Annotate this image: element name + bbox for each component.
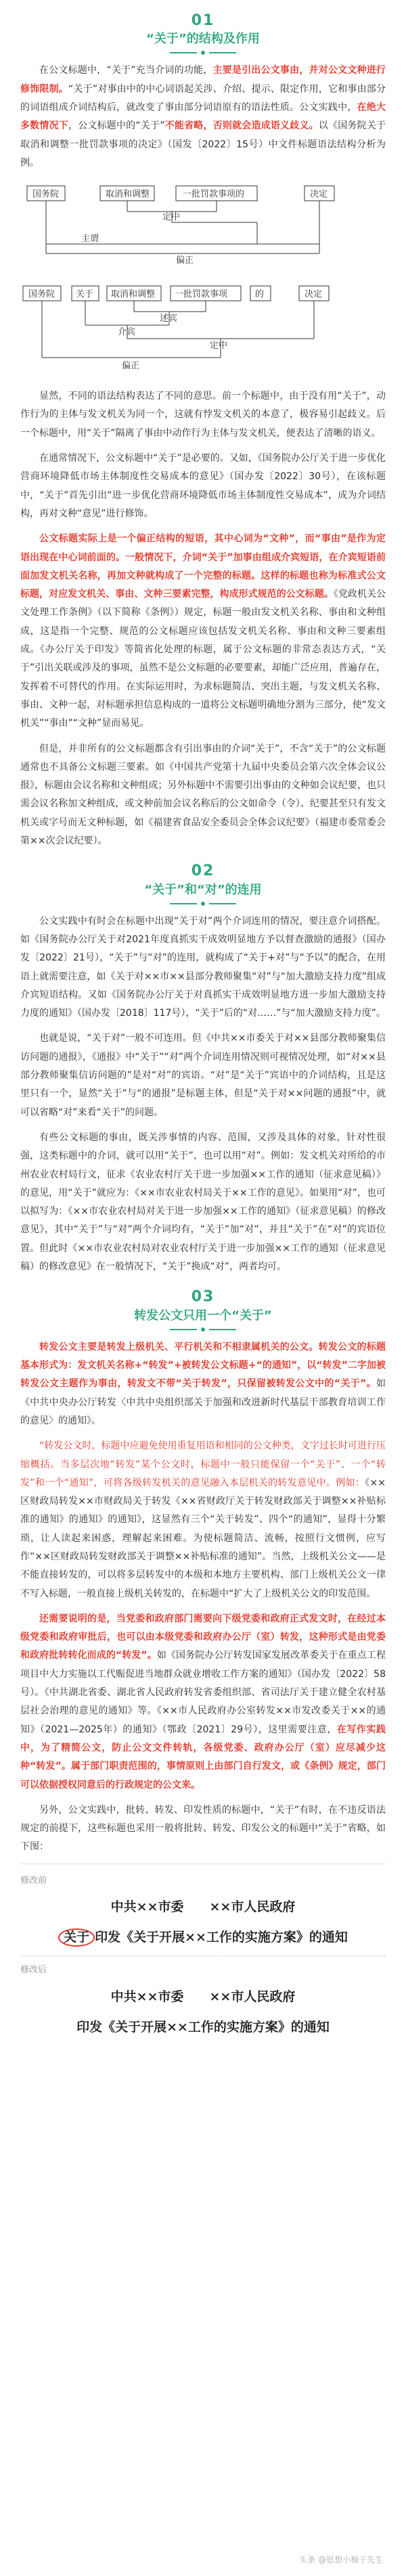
text-run: 《××区财政局转发××市财政局关于转发《××省财政厅关于转发财政部关于调整××补贴标准的通知》的通知》的通知》，这显然有三个“关于转发”、四个“的通知”，显得十分繁琐，让人读起来困惑，理解起来困难。为使标题简洁、流畅，按照行文惯例，应写作“××区财政局转发财政部关于调整××补贴标准的通知”。 [20, 1477, 386, 1562]
diagram-node: 国务院 [28, 289, 55, 300]
text-run: 以《国务院关于取消和调整一批罚款事项的决定》（国发〔2022〕15号）中文件标题语法结构分析为例。 [20, 120, 386, 168]
text-run: 如《国务院办公厅转发国家发展改革委关于在重点工程项目中大力实施以工代赈促进当地群众就业增收工作方案的通知》（国办发〔2022〕58号）。《中共湖北省委、湖北省人民政府转发省委组织部、省司法厅关于建立健全农村基层社会治理的意见的通知》等。《××市人民政府办公室转发××市发改委关于××的通知》（2021—2025年）的通知》（鄂政〔2021〕29号），这里需要注意， [20, 1650, 386, 1735]
diagram-label: 介宾 [118, 327, 136, 338]
diagram-label: 偏正 [122, 361, 140, 372]
document-title-sample [20, 1864, 386, 2565]
paragraph: 另外，公文实践中，批转、转发、印发性质的标题中，“关于”有时，在不违反语法规定的前提下，这些标题也采用一般将批转、转发、印发公文的标题中“关于”省略，如下图： [20, 1804, 386, 1853]
highlight-text: 公文标题实际上是一个偏正结构的短语，其中心词为“文种”，而“事由”是作为定语出现在中心词前面的。一般情况下，介词“关于”加事由组成介宾短语， [20, 533, 386, 563]
sample-title-before [20, 1925, 386, 1950]
highlight-text: 在介宾短语前面加发文机关名称，再加文种就构成了一个完整的标题。这样的标题 [20, 552, 386, 581]
sample-caption-after: 修改后 [20, 1965, 47, 1976]
section-divider [20, 51, 386, 55]
sample-title-after: 印发《关于开展××工作的实施方案》的通知 [76, 2019, 330, 2035]
section-header-1 [20, 12, 386, 55]
paragraph: 显然，不同的语法结构表达了不同的意思。前一个标题中，由于没有用“关于”，动作行为的主体与发文机关为同一个，这就有悖发文机关的本意了，极容易引起歧义。后一个标题中，用“关于”隔离了事由中动作行为主体与发文机关，便表达了清晰的语义。 [20, 391, 386, 439]
diagram-node: 决定 [310, 189, 328, 200]
section-title: “关于”的结构及作用 [146, 32, 260, 47]
highlight-text: 还需要说明的是，当党委和政府部门需要向下级党委和政府正式发文时，在经过本级党委和政府审批后，也可以由本级党委和政府办公厅（室）转发，这种形式是由党委和政府批转转化而成的“转发”。 [20, 1613, 386, 1661]
paragraph [20, 62, 386, 172]
paragraph: 也就是说，“关于对”一般不可连用。但《中共××市委关于对××县部分教师聚集信访问题的通报》，《通报》中“关于”“对”两个介词连用情况则可视情况处理，如“对××县部分教师聚集信访问题的”是对“对”的宾语。“对”是“关于”宾语中的介词结构，且是这里只有一个，显然“关于”与“的通报”是标题主体，但是“关于对××问题的通报”中，就可以省略“对”来看“关于”的问题。 [20, 1033, 386, 1118]
text-run: 如《中共中央办公厅转发〈中共中央组织部关于加强和改进新时代基层干部教育培训工作的意见〉的通知》。 [20, 1378, 386, 1426]
watermark: 头条 @思想小柚子先生 [299, 2554, 383, 2565]
highlight-text: 主要是引出公文事由，并对公文文种进行修饰限制。 [20, 65, 386, 95]
text-run: 在公文标题中，“关于”充当介词的功能， [39, 65, 213, 76]
diagram-node: 取消和调整 [111, 289, 156, 300]
paragraph: 公文实践中有时会在标题中出现“关于对”两个介词连用的情况，要注意介词搭配。如《国务院办公厅关于对2021年度真抓实干成效明显地方予以督查激励的通报》（国办发〔2022〕21号），“关于”与“对”的连用，就构成了“关于+对”与“予以”的配合，在用语上就需要注意，如《关于对××市××县部分教师聚集“对”与“加大激励支持力度”组成介宾短语结构。又如《国务院办公厅关于对真抓实干成效明显地方进一步加大激励支持力度的通知》（国办发〔2018〕117号），“关于”后的“对……”与“加大激励支持力度”。 [20, 915, 386, 1019]
diagram-label: 述宾 [160, 314, 178, 324]
diagram-node: 的 [255, 289, 265, 300]
paragraph [20, 530, 386, 733]
diagram-node: 决定 [304, 289, 323, 300]
highlight-text: 不能省略，否则就会造成语义歧义。 [164, 120, 319, 132]
highlight-text: 在写作实践中，为了精简公文，防止公文文件转轨，各级党委、政府办公厅（室）应尽减少这种“转发”。 [20, 1724, 386, 1772]
highlight-text: 也称为标准式公文标题，对应发文机关、事由、文种三要素完整，构成形式规范的公文标题。 [20, 570, 386, 600]
text-run: “关于”引出关联或涉及的事项，虽然不是公文标题的必要要素，却能广泛应用，普遍存在，发挥着不可替代的作用。在实际运用时，为求标题简洁、突出主题，与发文机关名称、事由、文种一起，对标题承担信息构成的一道将公文标题明确地分割为三部分，使“发文机关”“事由”“文种”显而易见。 [20, 644, 386, 729]
diagram-label: 定中 [210, 341, 228, 351]
diagram-label: 偏正 [176, 256, 194, 266]
section-title: 转发公文只用一个“关于” [134, 1308, 272, 1323]
section-number: 03 [191, 1288, 215, 1306]
paragraph: 但是，并非所有的公文标题都含有引出事由的介词“关于”，不含“关于”的公文标题通常也不具备公文标题三要素。如《中国共产党第十九届中央委员会第六次全体会议公报》，标题由会议名称和文种组成；另外标题中不需要引出事由的文种如会议纪要，也只需会议名称加文种组成，或文种前加会议名称后的公文如命令（令）、纪要甚至只有发文机关或字号而无文种标题，如《福建省食品安全委员会全体会议纪要》（福建市委常委会第××次会议纪要）。 [20, 743, 386, 846]
text-run: 《党政机关公文处理工作条例》（以下简称《条例》）规定，标题一般由发文机关名称、事由和文种组成，这是指一个完整、规范的公文标题应该包括发文机关名称、事由和文种三要素组成。《办公厅关于印发》等简省化处理的标题，属于公文标题的非常态表达方式， [20, 589, 386, 656]
highlight-text: 转发公文的标题基本形式为：发文机关名称+“转发”+被转发公文标题+“的通知”，以“转发”二字加被转发公文主题作为事由，转发文不带“关于转发”，只保留被转发公文中的“关于”。 [20, 1341, 386, 1390]
sample-issuing-orgs: 中共××市委 ××市人民政府 [110, 1989, 296, 2004]
highlight-text: “转发公文时，标题中应避免使用重复用语和相同的公文种类，文字过长时可进行压缩概括。当多层次地“转发”某个公文时，标题中一般只能保留一个“关于”、一个“转发”和一个“通知”，可将各级转发机关的意见融入本层机关的转发意见中。例如： [20, 1440, 386, 1488]
text-run: 当然，上级机关公文——是不能直接转发的，可以将多层转发中的本级和本地方主要机构、部门上级机关公文一律不写入标题，一般直接上级机关转发的，在标题中“扩大了上级机关公文的印发范围。 [20, 1551, 386, 1599]
section-number: 02 [191, 862, 215, 880]
diagram-node: 取消和调整 [106, 189, 150, 200]
highlight-text: 属于部门职责范围的，事情原则上由部门自行发文，或《条例》规定，部门可以依据授权同意后的行政规定的公文来。 [20, 1761, 386, 1791]
section-header-3 [20, 1288, 386, 1331]
paragraph [20, 1610, 386, 1795]
text-run: 印发《关于开展××工作的实施方案》的通知 [95, 1930, 348, 1945]
section-number: 01 [191, 12, 215, 29]
diagram-node: 一批罚款事项 [175, 289, 228, 300]
diagram-node: 一批罚款事项的 [183, 189, 245, 200]
paragraph [20, 1437, 386, 1603]
section-divider [20, 902, 386, 906]
sample-issuing-orgs: 中共××市委 ××市人民政府 [110, 1899, 296, 1915]
syntax-diagram-2 [20, 276, 386, 378]
highlight-text: 转发公文主要是转发上级机关、平行机关和不相隶属机关的公文。 [39, 1341, 319, 1353]
diagram-node: 国务院 [32, 189, 60, 200]
paragraph: 在通常情况下，公文标题中“关于”是必要的。又如，《国务院办公厅关于进一步优化营商环境降低市场主体制度性交易成本的意见》（国办发〔2022〕30号），在该标题中，“关于”首先引出“进一步优化营商环境降低市场主体制度性交易成本”，成为介词结构，再对文种“意见”进行修饰。 [20, 453, 386, 519]
section-divider [20, 1328, 386, 1332]
sample-caption-before: 修改前 [20, 1875, 47, 1886]
syntax-diagram-1 [20, 179, 386, 267]
diagram-label: 定中 [162, 212, 181, 223]
paragraph: 有些公文标题的事由，既关涉事情的内容、范围，又涉及具体的对象，针对性很强，这类标题中的介词，就可以用“关于”，也可以用“对”。例如：发文机关对所给的市州农业农村局行文，征求《农业农村厅关于进一步加强××工作的通知（征求意见稿）》的意见，用“关于”就应为：《××市农业农村局关于××工作的意见》。如果用“对”，也可以拟写为：《××市农业农村局对关于进一步加强××工作的通知》（征求意见稿）的修改意见》，其中“关于”与“对”两个介词均有，“关于”加“对”，并且“关于”在“对”的宾语位置。但此时《××市农业农村局对农业农村厅关于进一步加强××工作的通知（征求意见稿）的修改意见》在一般情况下，“关于”换成“对”，两者均可。 [20, 1132, 386, 1273]
circled-guanyu: 关于 [58, 1928, 95, 1947]
text-run: “关于”对事由中的中心词语起关涉、介绍、提示、限定作用，它和事由部分的词语组成介词结构后，就改变了事由部分词语原有的语法性质。公文实践中， [20, 83, 386, 113]
highlight-text: 在绝大多数情况下 [20, 101, 386, 132]
diagram-node: 关于 [76, 289, 94, 300]
paragraph [20, 1338, 386, 1430]
sample-divider [20, 1955, 386, 1956]
text-run: ，公文标题中的“关于” [68, 120, 165, 132]
diagram-label: 主谓 [81, 234, 99, 245]
section-title: “关于”和“对”的连用 [144, 882, 262, 897]
section-header-2 [20, 862, 386, 905]
